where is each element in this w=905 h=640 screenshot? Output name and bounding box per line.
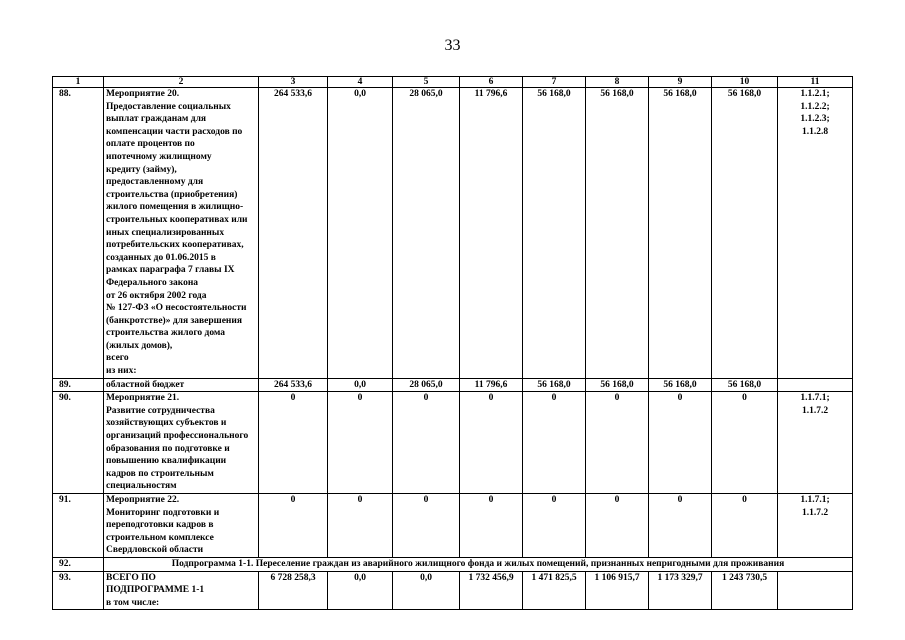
description-line: Мероприятие 20. xyxy=(106,89,180,99)
description-line: Развитие сотрудничества xyxy=(106,405,215,416)
description-line: организаций профессионального xyxy=(106,431,249,442)
description-line: хозяйствующих субъектов и xyxy=(106,418,227,429)
value-cell: 28 065,0 xyxy=(393,88,460,379)
code-line: 1.1.2.2; xyxy=(800,101,830,112)
description-line: из них: xyxy=(106,366,137,377)
subprogram-title: Подпрограмма 1-1. Переселение граждан из аварийного жилищного фонда и жилых помещений, признанных непригодными для проживания xyxy=(104,557,853,571)
description-line: ипотечному жилищному xyxy=(106,151,212,162)
value-cell: 0 xyxy=(460,494,523,558)
budget-table xyxy=(52,76,853,610)
value-cell: 11 796,6 xyxy=(460,88,523,379)
value-cell: 0 xyxy=(259,392,328,494)
description-line: жилого помещения в жилищно- xyxy=(106,202,244,213)
value-cell: 0 xyxy=(649,494,712,558)
row-number: 88. xyxy=(53,88,104,379)
column-header: 3 xyxy=(259,77,328,88)
value-cell: 56 168,0 xyxy=(523,378,586,392)
description-line: Федерального закона xyxy=(106,277,199,288)
row-number: 91. xyxy=(53,494,104,558)
description-line: строительства жилого дома xyxy=(106,328,226,339)
description-line: (банкротстве)» для завершения xyxy=(106,315,242,326)
total-label-line: в том числе: xyxy=(106,597,160,608)
row-number: 92. xyxy=(53,557,104,571)
value-cell: 1 732 456,9 xyxy=(460,571,523,610)
value-cell: 0 xyxy=(523,392,586,494)
description-line: созданных до 01.06.2015 в xyxy=(106,252,216,263)
column-header: 4 xyxy=(328,77,393,88)
value-cell: 56 168,0 xyxy=(649,88,712,379)
table-row xyxy=(53,378,853,392)
description-line: от 26 октября 2002 года xyxy=(106,290,207,301)
column-header: 10 xyxy=(712,77,778,88)
code-line: 1.1.7.2 xyxy=(801,507,829,518)
value-cell: 0 xyxy=(328,494,393,558)
total-label xyxy=(104,571,259,610)
value-cell: 0 xyxy=(649,392,712,494)
value-cell: 0 xyxy=(523,494,586,558)
description-line: Мероприятие 21. xyxy=(106,393,180,404)
description-line: Предоставление социальных xyxy=(106,101,231,112)
value-cell: 0 xyxy=(712,392,778,494)
description-line: переподготовки кадров в xyxy=(106,520,214,531)
description-line: компенсации части расходов по xyxy=(106,126,243,137)
value-cell: 0 xyxy=(328,392,393,494)
value-cell: 1 243 730,5 xyxy=(712,571,778,610)
value-cell: 0,0 xyxy=(393,571,460,610)
value-cell: 0 xyxy=(712,494,778,558)
description-line: предоставленному для xyxy=(106,177,204,188)
row-number: 93. xyxy=(53,571,104,610)
column-header: 7 xyxy=(523,77,586,88)
total-label-line: ПОДПРОГРАММЕ 1-1 xyxy=(106,585,205,596)
codes-cell xyxy=(778,494,853,558)
row-description xyxy=(104,494,259,558)
description-line: областной бюджет xyxy=(106,379,185,390)
column-header-row xyxy=(53,77,853,88)
description-line: строительства (приобретения) xyxy=(106,189,238,200)
column-header: 9 xyxy=(649,77,712,88)
description-line: кредиту (займу), xyxy=(106,164,177,175)
value-cell: 56 168,0 xyxy=(712,88,778,379)
description-line: № 127-ФЗ «О несостоятельности xyxy=(106,303,247,314)
code-line: 1.1.7.1; xyxy=(800,393,830,404)
total-label-line: ВСЕГО ПО xyxy=(106,572,156,583)
description-line: строительном комплексе xyxy=(106,532,214,543)
value-cell: 0,0 xyxy=(328,378,393,392)
column-header: 2 xyxy=(104,77,259,88)
codes-cell xyxy=(778,392,853,494)
description-line: потребительских кооперативах, xyxy=(106,240,244,251)
description-line: (жилых домов), xyxy=(106,340,173,351)
code-line: 1.1.2.1; xyxy=(800,89,830,99)
description-line: строительных кооперативах или xyxy=(106,214,248,225)
description-line: Мероприятие 22. xyxy=(106,495,180,505)
codes-cell xyxy=(778,88,853,379)
subprogram-row xyxy=(53,557,853,571)
value-cell: 0 xyxy=(586,494,649,558)
table-row xyxy=(53,494,853,558)
codes-cell xyxy=(778,378,853,392)
column-header: 5 xyxy=(393,77,460,88)
row-description xyxy=(104,392,259,494)
value-cell: 1 173 329,7 xyxy=(649,571,712,610)
value-cell: 28 065,0 xyxy=(393,378,460,392)
total-row xyxy=(53,571,853,610)
column-header: 11 xyxy=(778,77,853,88)
table-row xyxy=(53,392,853,494)
code-line: 1.1.2.3; xyxy=(800,114,830,125)
value-cell: 0,0 xyxy=(328,571,393,610)
value-cell: 0,0 xyxy=(328,88,393,379)
value-cell: 56 168,0 xyxy=(712,378,778,392)
description-line: всего xyxy=(106,353,129,364)
row-number: 90. xyxy=(53,392,104,494)
value-cell: 0 xyxy=(460,392,523,494)
value-cell: 56 168,0 xyxy=(586,88,649,379)
description-line: выплат гражданам для xyxy=(106,114,207,125)
description-line: иных специализированных xyxy=(106,227,225,238)
row-description xyxy=(104,88,259,379)
code-line: 1.1.7.2 xyxy=(801,405,829,416)
description-line: образования по подготовке и xyxy=(106,443,230,454)
row-number: 89. xyxy=(53,378,104,392)
value-cell: 0 xyxy=(393,494,460,558)
column-header: 8 xyxy=(586,77,649,88)
value-cell: 0 xyxy=(586,392,649,494)
page-number: 33 xyxy=(444,37,461,54)
column-header: 6 xyxy=(460,77,523,88)
code-line: 1.1.2.8 xyxy=(801,126,829,137)
value-cell: 0 xyxy=(259,494,328,558)
description-line: кадров по строительным xyxy=(106,468,214,479)
codes-cell xyxy=(778,571,853,610)
value-cell: 56 168,0 xyxy=(649,378,712,392)
description-line: повышению квалификации xyxy=(106,456,227,467)
description-line: специальностям xyxy=(106,481,177,492)
value-cell: 6 728 258,3 xyxy=(259,571,328,610)
value-cell: 0 xyxy=(393,392,460,494)
value-cell: 264 533,6 xyxy=(259,378,328,392)
value-cell: 56 168,0 xyxy=(586,378,649,392)
value-cell: 11 796,6 xyxy=(460,378,523,392)
value-cell: 56 168,0 xyxy=(523,88,586,379)
description-line: рамках параграфа 7 главы IX xyxy=(106,265,235,276)
value-cell: 1 471 825,5 xyxy=(523,571,586,610)
description-line: Мониторинг подготовки и xyxy=(106,507,220,518)
value-cell: 1 106 915,7 xyxy=(586,571,649,610)
description-line: оплате процентов по xyxy=(106,139,195,150)
table-row xyxy=(53,88,853,379)
column-header: 1 xyxy=(53,77,104,88)
row-description xyxy=(104,378,259,392)
code-line: 1.1.7.1; xyxy=(800,495,830,505)
description-line: Свердловской области xyxy=(106,545,204,556)
value-cell: 264 533,6 xyxy=(259,88,328,379)
